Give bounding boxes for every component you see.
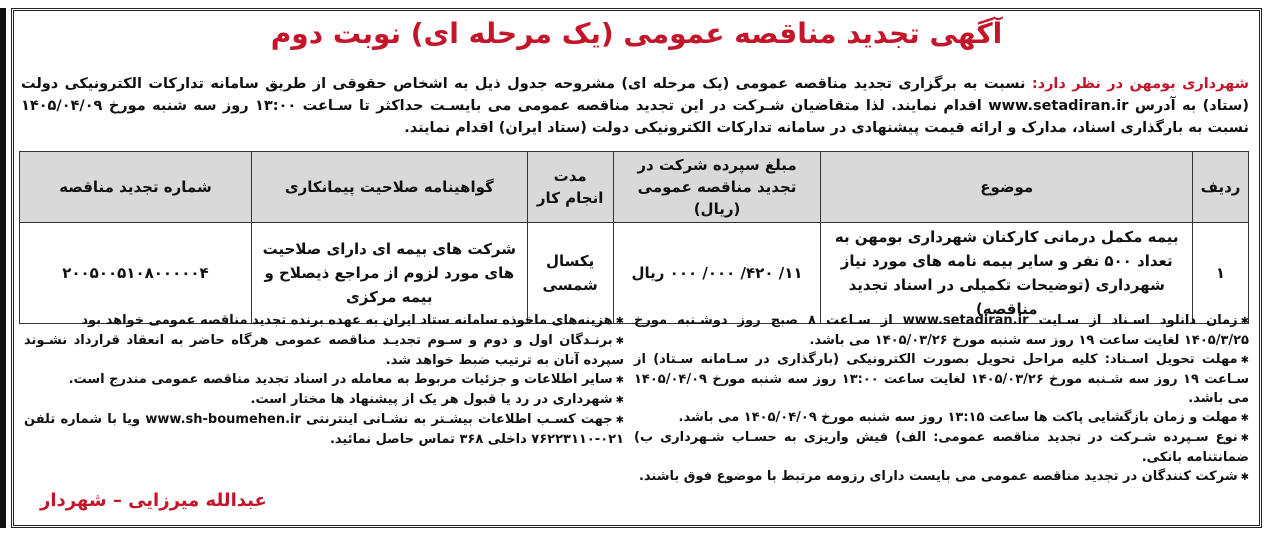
note-download-time: ✱زمان دانلود اسـناد از سـایت www.setadiran.ir از سـاعت ۸ صبح روز دوشـنبه مورخ ۱۴۰۵/۳/۲۵ لغایت ساعت ۱۹ روز سه شنبه مورخ ۱۴۰۵/۰۳/۲۶ می باشد. — [634, 313, 1249, 348]
cell-deposit: ۱۱/ ۴۲۰/ ۰۰۰/ ۰۰۰ ریال — [613, 223, 821, 324]
bullet-icon: ✱ — [615, 336, 624, 347]
setad-website-link[interactable]: www.setadiran.ir — [988, 98, 1129, 114]
intro-text-1: نسبت به برگزاری تجدید مناقصه عمومی (یک مرحله ای) مشروحه جدول ذیل به اشخاص حقوقی از طریق سامانه تدارکات الکترونیکی دولت (ستاد) به آدرس — [21, 76, 1249, 114]
intro-text-2: اقدام نمایند. لذا متقاضیان شـرکت در این تجدید مناقصه عمومی می بایسـت حداکثر تا سـاعت ۱۳:۰۰ روز سه شنبه مورخ ۱۴۰۵/۰۴/۰۹ نسبت به بارگذاری اسناد، مدارک و ارائه قیمت پیشنهادی در سامانه تدارکات الکترونیکی دولت (ستاد ایران) اقدام نمایند. — [21, 98, 1249, 136]
notes-left-column — [24, 311, 624, 449]
header-tender-number: شماره تجدید مناقصه — [20, 152, 252, 223]
header-subject: موضوع — [821, 152, 1193, 223]
cell-row-number: ۱ — [1193, 223, 1249, 324]
notes-right-column — [634, 311, 1249, 487]
table-row — [20, 223, 1249, 324]
intro-paragraph — [21, 73, 1249, 139]
note-resume: ✱شرکت کنندگان در تجدید مناقصه عمومی می بایست دارای رزومه مرتبط با موضوع فوق باشند. — [638, 469, 1249, 484]
bullet-icon: ✱ — [1240, 433, 1249, 444]
mayor-signature: عبدالله میرزایی – شهردار — [40, 490, 267, 511]
note-opening-time: ✱مهلت و زمان بازگشایی پاکت ها ساعت ۱۳:۱۵ روز سه شنبه مورخ ۱۴۰۵/۰۴/۰۹ می باشد. — [678, 410, 1249, 425]
cell-subject: بیمه مکمل درمانی کارکنان شهرداری بومهن به تعداد ۵۰۰ نفر و سایر بیمه نامه های مورد نیاز شهرداری (توضیحات تکمیلی در اسناد تجدید مناقصه) — [821, 223, 1193, 324]
note-deposit-type: ✱نوع سـپرده شـرکت در تجدید مناقصه عمومی: الف) فیش واریزی به حسـاب شـهرداری ب) ضمانتنامه بانکی. — [634, 430, 1249, 465]
issuer-label: شهرداری بومهن در نظر دارد: — [1031, 76, 1249, 92]
table-header-row — [20, 152, 1249, 223]
note-delivery-deadline: ✱مهلت تحویل اسـناد: کلیه مراحل تحویل بصورت الکترونیکی (بارگذاری در سـامانه سـتاد) از سـاعت ۱۹ روز سه شـنبه مورخ ۱۴۰۵/۰۳/۲۶ لغایت ساعت ۱۳:۰۰ روز سه شنبه مورخ ۱۴۰۵/۰۴/۰۹ می باشد. — [634, 352, 1249, 406]
note-winners: ✱برنـدگان اول و دوم و سـوم تجدیـد مناقصه عمومی هرگاه حاضر به انعقاد قرارداد نشـوند سپرده آنان به ترتیب ضبط خواهد شد. — [24, 333, 624, 368]
cell-tender-number: ۲۰۰۵۰۰۵۱۰۸۰۰۰۰۰۴ — [20, 223, 252, 324]
bullet-icon: ✱ — [1240, 413, 1249, 424]
cell-duration: یکسال شمسی — [527, 223, 613, 324]
bullet-icon: ✱ — [615, 415, 624, 426]
bullet-icon: ✱ — [615, 316, 624, 327]
bullet-icon: ✱ — [1240, 355, 1249, 366]
bullet-icon: ✱ — [615, 375, 624, 386]
note-municipality-rights: ✱شهرداری در رد یا قبول هر یک از پیشنهاد ها مختار است. — [250, 392, 624, 407]
header-certificate: گواهینامه صلاحیت پیمانکاری — [251, 152, 527, 223]
bullet-icon: ✱ — [1240, 472, 1249, 483]
note-other-info: ✱سایر اطلاعات و جزئیات مربوط به معامله در اسناد تجدید مناقصه عمومی مندرج است. — [68, 372, 624, 387]
tender-notice — [11, 8, 1262, 528]
left-edge-rule — [0, 8, 6, 528]
header-duration: مدت انجام کار — [527, 152, 613, 223]
note-fees: ✱هزینه‌های ماخوذه سامانه ستاد ایران به عهده برنده تجدید مناقصه عمومی خواهد بود — [81, 313, 624, 328]
tender-table — [19, 151, 1249, 324]
note-contact: ✱جهت کسـب اطلاعات بیشـتر به نشـانی اینترنتی www.sh-boumehen.ir ویا با شماره تلفن ۰۲۱-۷۶۲۲۳۱۱۰ داخلی ۳۶۸ تماس حاصل نمائید. — [24, 412, 624, 447]
header-deposit: مبلغ سپرده شرکت در تجدید مناقصه عمومی (ریال) — [613, 152, 821, 223]
cell-certificate: شرکت های بیمه ای دارای صلاحیت های مورد لزوم از مراجع ذیصلاح و بیمه مرکزی — [251, 223, 527, 324]
notice-title: آگهی تجدید مناقصه عمومی (یک مرحله ای) نوبت دوم — [270, 17, 1003, 50]
header-row-number: ردیف — [1193, 152, 1249, 223]
bullet-icon: ✱ — [615, 395, 624, 406]
bullet-icon: ✱ — [1240, 316, 1249, 327]
